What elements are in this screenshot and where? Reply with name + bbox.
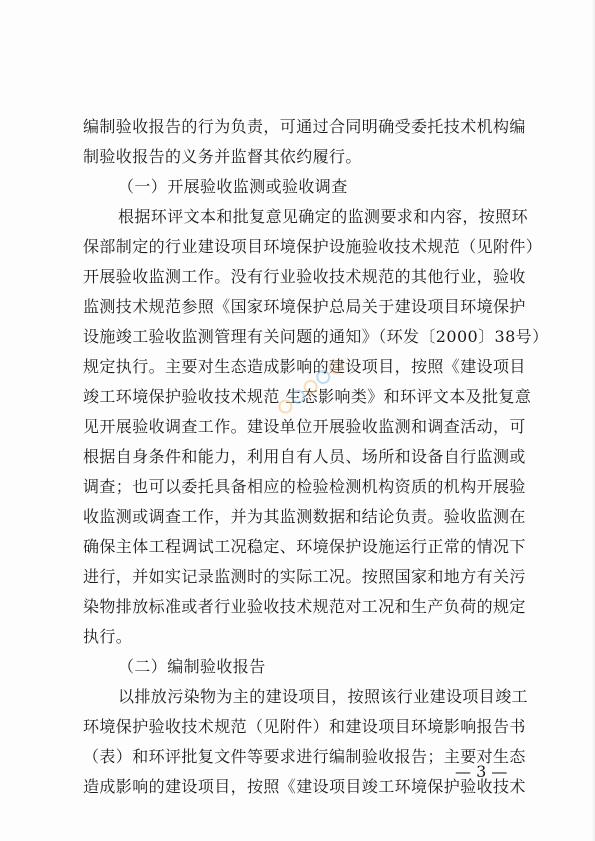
body-text-line: 制验收报告的义务并监督其依约履行。 [83,147,362,166]
body-text-line: 保部制定的行业建设项目环境保护设施验收技术规范（见附件） [83,237,543,256]
body-text-line: 监测技术规范参照《国家环境保护总局关于建设项目环境保护 [83,297,526,316]
watermark-logo [265,342,361,429]
body-text-line: 环境保护验收技术规范（见附件）和建设项目环境影响报告书 [83,717,526,736]
page-number: — 3 — [455,762,508,781]
paragraph-first-line: 根据环评文本和批复意见确定的监测要求和内容，按照环 [118,207,529,226]
body-text-line: 规定执行。主要对生态造成影响的建设项目，按照《建设项目 [83,357,526,376]
body-text-line: 调查；也可以委托具备相应的检验检测机构资质的机构开展验 [83,477,526,496]
body-text-line: 执行。 [83,627,133,646]
body-text-line: 设施竣工验收监测管理有关问题的通知》（环发〔2000〕38号） [83,327,549,346]
body-text-line: 开展验收监测工作。没有行业验收技术规范的其他行业，验收 [83,267,526,286]
body-text-line: 染物排放标准或者行业验收技术规范对工况和生产负荷的规定 [83,597,526,616]
body-text-line: 进行，并如实记录监测时的实际工况。按照国家和地方有关污 [83,567,526,586]
body-text-line: 见开展验收调查工作。建设单位开展验收监测和调查活动，可 [83,417,526,436]
body-text-line: 造成影响的建设项目，按照《建设项目竣工环境保护验收技术 [83,777,526,796]
body-text-line: 根据自身条件和能力，利用自有人员、场所和设备自行监测或 [83,447,526,466]
section-heading: （一）开展验收监测或验收调查 [118,177,348,196]
body-text-line: 编制验收报告的行为负责，可通过合同明确受委托技术机构编 [83,117,526,136]
page-edge-shadow [591,0,595,841]
body-text-line: 确保主体工程调试工况稳定、环境保护设施运行正常的情况下 [83,537,526,556]
section-heading: （二）编制验收报告 [118,657,266,676]
paragraph-first-line: 以排放污染物为主的建设项目，按照该行业建设项目竣工 [118,687,529,706]
body-text-line: （表）和环评批复文件等要求进行编制验收报告；主要对生态 [83,747,526,766]
body-text-line: 竣工环境保护验收技术规范 生态影响类》和环评文本及批复意 [83,387,532,406]
body-text-line: 收监测或调查工作，并为其监测数据和结论负责。验收监测在 [83,507,526,526]
